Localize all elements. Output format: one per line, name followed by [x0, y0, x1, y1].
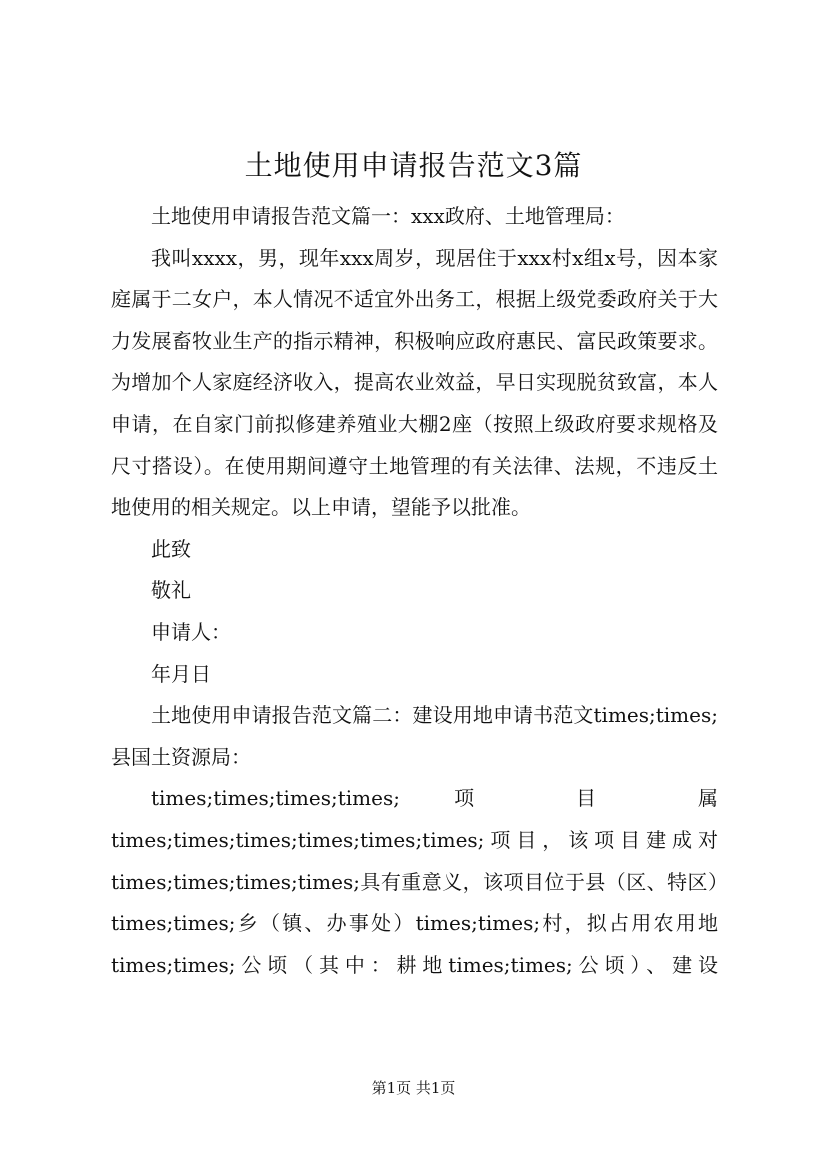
date-label: 年月日 [151, 661, 211, 686]
project-paragraph: times;times;times;times; 项 目 属times;times;times;times;times;times;项目，该项目建成对times;times;times;times;具有重意义，该项目位于县（区、特区）times;times;乡（镇、办事处）times;times;村，拟占用农用地times;times;公顷（其中：耕地times;times;公顷）、建设 [111, 786, 718, 977]
document-title: 土地使用申请报告范文3篇 [244, 149, 583, 182]
document-body [111, 196, 718, 986]
applicant-label: 申请人： [151, 619, 231, 644]
closing-salutation: 此致 [151, 536, 191, 561]
page-footer: 第1页 共1页 [371, 1079, 456, 1097]
application-paragraph: 我叫xxxx，男，现年xxx周岁，现居住于xxx村x组x号，因本家庭属于二女户，本人情况不适宜外出务工，根据上级党委政府关于大力发展畜牧业生产的指示精神，积极响应政府惠民、富民政策要求。为增加个人家庭经济收入，提高农业效益，早日实现脱贫致富，本人申请，在自家门前拟修建养殖业大棚2座（按照上级政府要求规格及尺寸搭设）。在使用期间遵守土地管理的有关法律、法规，不违反土地使用的相关规定。以上申请，望能予以批准。 [111, 245, 718, 520]
section-heading-1: 土地使用申请报告范文篇一：xxx政府、土地管理局： [151, 204, 625, 228]
section-heading-2: 土地使用申请报告范文篇二：建设用地申请书范文times;times;县国土资源局： [111, 703, 718, 769]
closing-regards: 敬礼 [151, 578, 191, 603]
